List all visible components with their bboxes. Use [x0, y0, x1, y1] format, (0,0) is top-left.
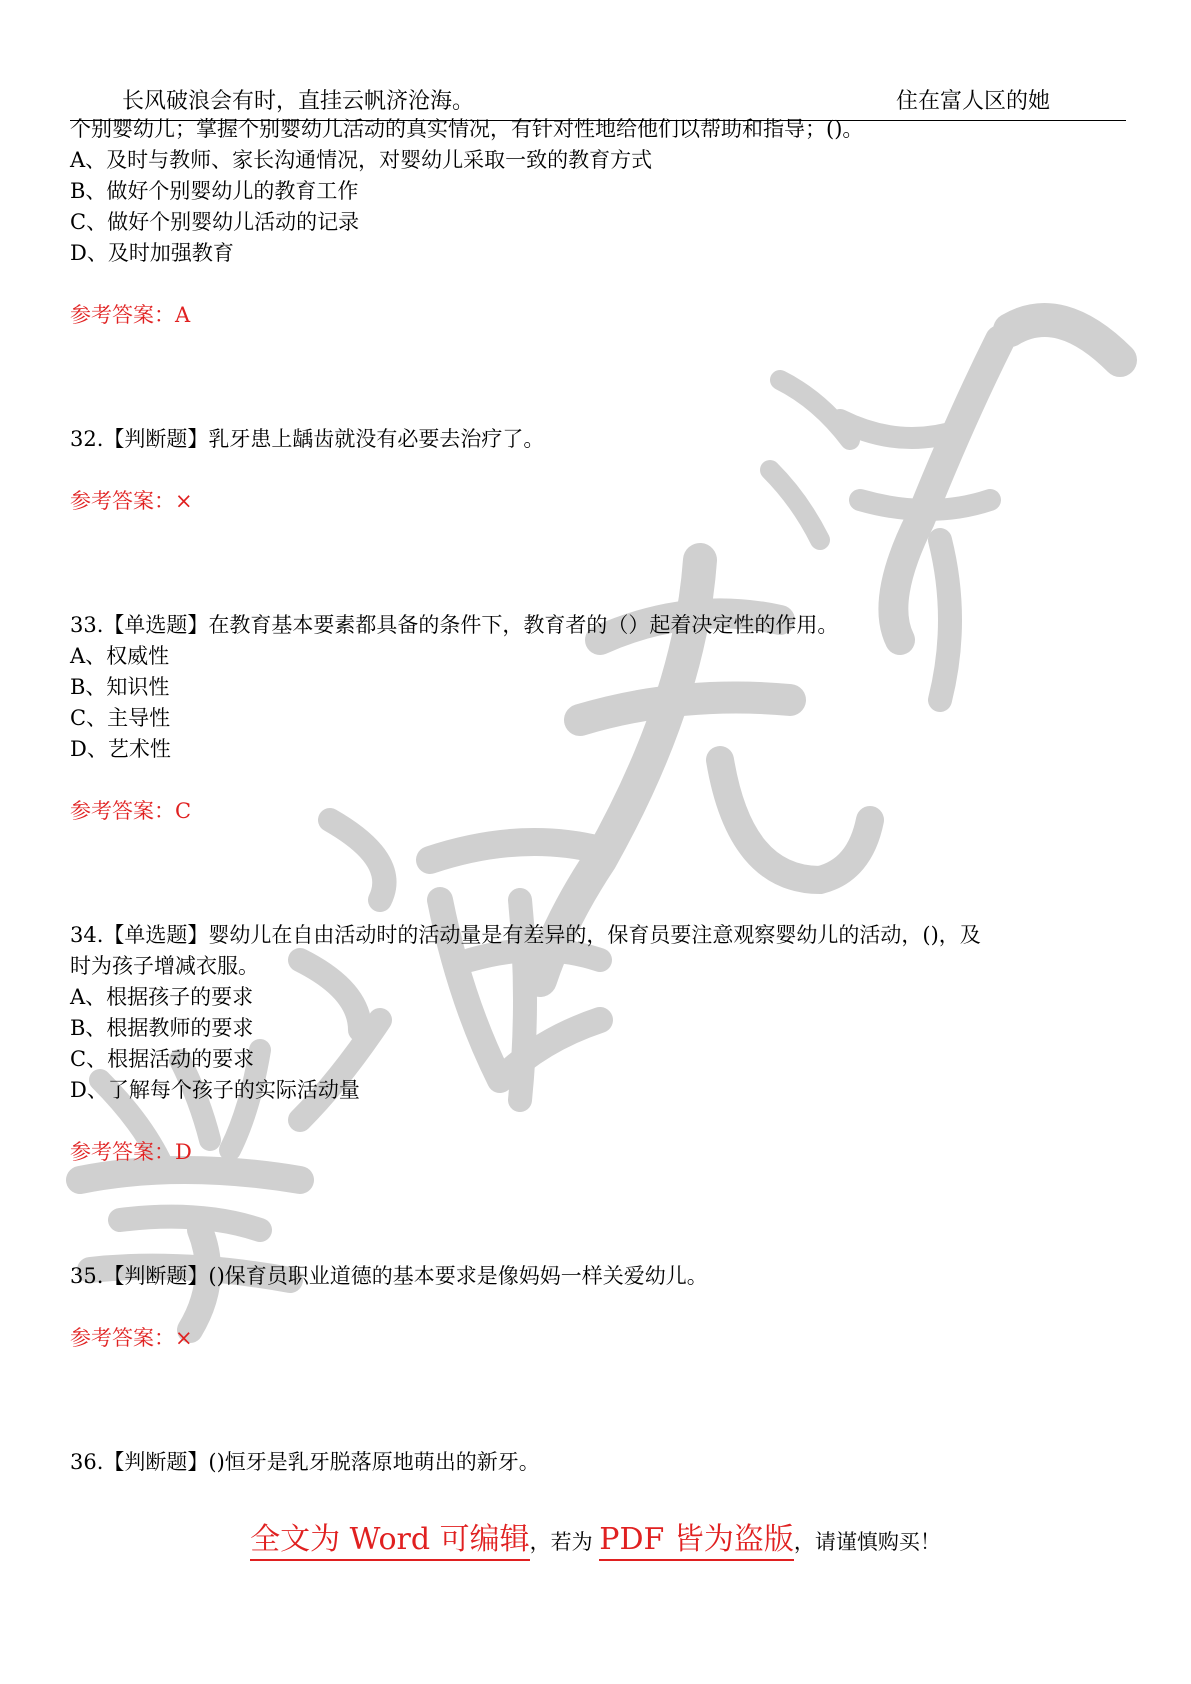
question-32-answer: 参考答案：× [70, 489, 193, 513]
footer-caution: ，请谨慎购买！ [793, 1530, 941, 1554]
question-34-option-b: B、根据教师的要求 [70, 1016, 254, 1040]
question-34-option-c: C、根据活动的要求 [70, 1047, 255, 1071]
question-34-option-d: D、了解每个孩子的实际活动量 [70, 1078, 360, 1102]
question-34-stem-line1: 34.【单选题】婴幼儿在自由活动时的活动量是有差异的，保育员要注意观察婴幼儿的活动，()，及 [70, 923, 981, 947]
question-33-option-a: A、权威性 [70, 644, 170, 668]
question-32-stem: 32.【判断题】乳牙患上龋齿就没有必要去治疗了。 [70, 427, 545, 451]
question-35-stem: 35.【判断题】()保育员职业道德的基本要求是像妈妈一样关爱幼儿。 [70, 1264, 708, 1288]
question-31-answer: 参考答案：A [70, 303, 191, 327]
header-right-text: 住在富人区的她 [896, 89, 1051, 114]
question-35-answer: 参考答案：× [70, 1326, 193, 1350]
question-31-option-c: C、做好个别婴幼儿活动的记录 [70, 210, 360, 234]
question-33-option-b: B、知识性 [70, 675, 170, 699]
question-34-answer: 参考答案：D [70, 1140, 192, 1164]
question-31-option-a: A、及时与教师、家长沟通情况，对婴幼儿采取一致的教育方式 [70, 148, 653, 172]
question-31-stem: 个别婴幼儿；掌握个别婴幼儿活动的真实情况，有针对性地给他们以帮助和指导；()。 [70, 117, 864, 141]
document-body [70, 114, 1130, 1478]
question-34-option-a: A、根据孩子的要求 [70, 985, 254, 1009]
question-33-stem: 33.【单选题】在教育基本要素都具备的条件下，教育者的（）起着决定性的作用。 [70, 613, 839, 637]
question-34-stem-line2: 时为孩子增减衣服。 [70, 954, 259, 978]
question-33-option-c: C、主导性 [70, 706, 171, 730]
question-33-answer: 参考答案：C [70, 799, 192, 823]
footer-notice [0, 1514, 1191, 1558]
header-left-text: 长风破浪会有时，直挂云帆济沧海。 [122, 89, 475, 114]
question-31-option-d: D、及时加强教育 [70, 241, 234, 265]
question-31-option-b: B、做好个别婴幼儿的教育工作 [70, 179, 359, 203]
question-36-stem: 36.【判断题】()恒牙是乳牙脱落原地萌出的新牙。 [70, 1450, 540, 1474]
footer-pdf-pirated: PDF 皆为盗版 [599, 1522, 794, 1561]
footer-word-editable: 全文为 Word 可编辑 [250, 1522, 529, 1561]
question-33-option-d: D、艺术性 [70, 737, 171, 761]
footer-sep1: ，若为 [529, 1530, 600, 1554]
